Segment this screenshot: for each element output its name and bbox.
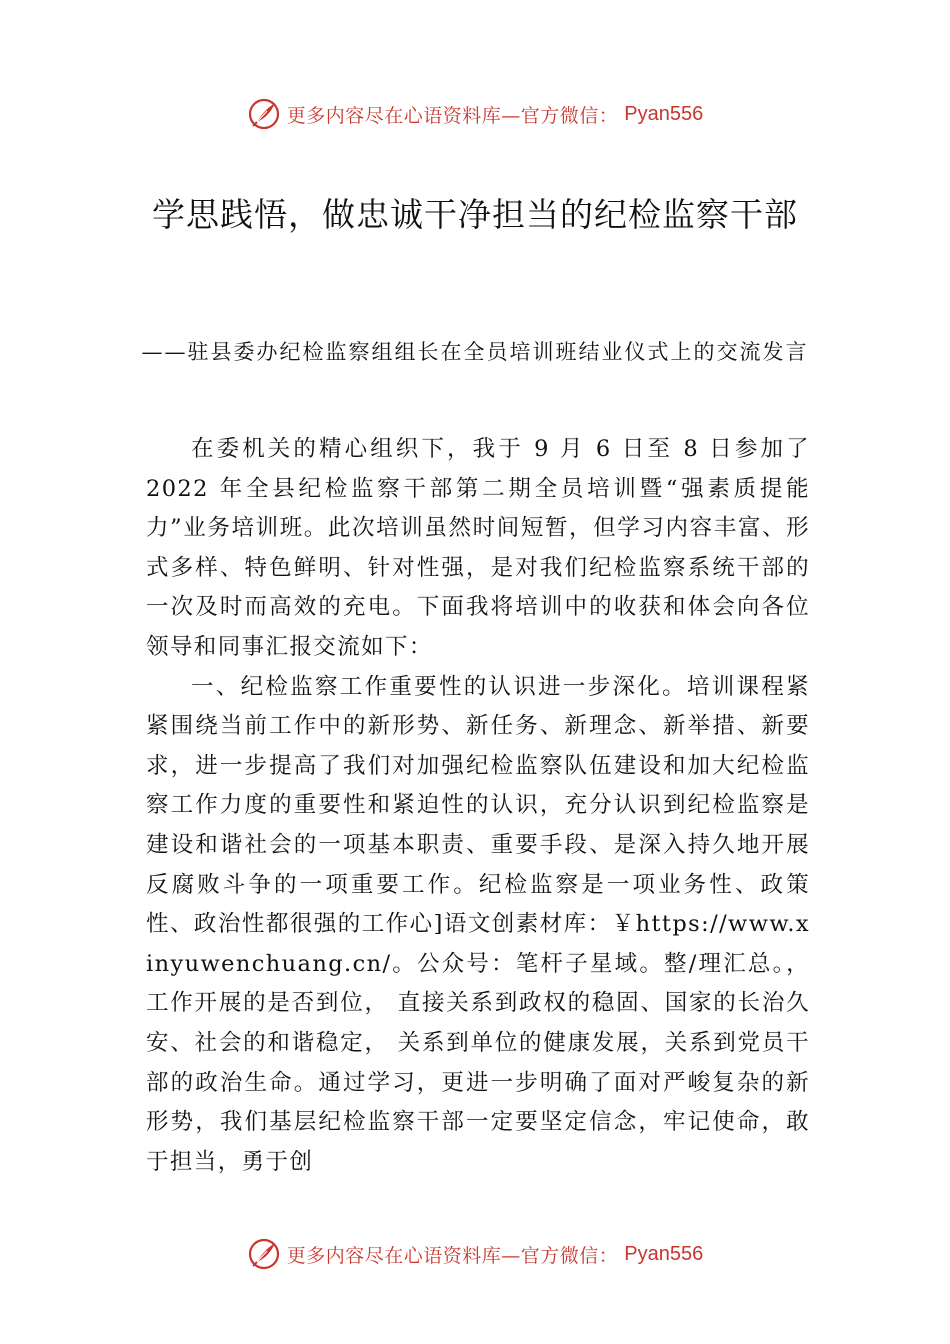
wechat-id: Pyan556 — [624, 1242, 704, 1265]
banner-text: 更多内容尽在心语资料库—官方微信： — [286, 104, 619, 127]
footer-watermark-banner — [0, 1234, 950, 1274]
body-paragraph: 一、纪检监察工作重要性的认识进一步深化。培训课程紧紧围绕当前工作中的新形势、新任务、新理念、新举措、新要求，进一步提高了我们对加强纪检监察队伍建设和加大纪检监察工作力度的重要性和紧迫性的认识，充分认识到纪检监察是建设和谐社会的一项基本职责、重要手段、是深入持久地开展反腐败斗争的一项重要工作。纪检监察是一项业务性、政策性、政治性都很强的工作心]语文创素材库：￥https://www.xinyuwenchuang.cn/。公众号：笔杆子星域。整/理汇总。，工作开展的是否到位， 直接关系到政权的稳固、国家的长治久安、社会的和谐稳定， 关系到单位的健康发展，关系到党员干部的政治生命。通过学习，更进一步明确了面对严峻复杂的新形势，我们基层纪检监察干部一定要坚定信念，牢记使命，敢于担当，勇于创 — [146, 673, 810, 1175]
banner-text: 更多内容尽在心语资料库—官方微信： — [286, 1244, 619, 1267]
feather-pen-logo-icon — [247, 97, 281, 131]
wechat-id: Pyan556 — [624, 102, 704, 125]
document-subtitle: ——驻县委办纪检监察组组长在全员培训班结业仪式上的交流发言 — [141, 340, 809, 364]
body-paragraph: 在委机关的精心组织下，我于 9 月 6 日至 8 日参加了 2022 年全县纪检监察干部第二期全员培训暨“强素质提能力”业务培训班。此次培训虽然时间短暂，但学习内容丰富、形式多样、特色鲜明、针对性强，是对我们纪检监察系统干部的一次及时而高效的充电。下面我将培训中的收获和体会向各位领导和同事汇报交流如下： — [146, 436, 810, 660]
document-body — [146, 430, 810, 1182]
feather-pen-logo-icon — [247, 1237, 281, 1271]
header-watermark-banner — [0, 94, 950, 134]
document-title: 学思践悟，做忠诚干净担当的纪检监察干部 — [152, 195, 798, 234]
